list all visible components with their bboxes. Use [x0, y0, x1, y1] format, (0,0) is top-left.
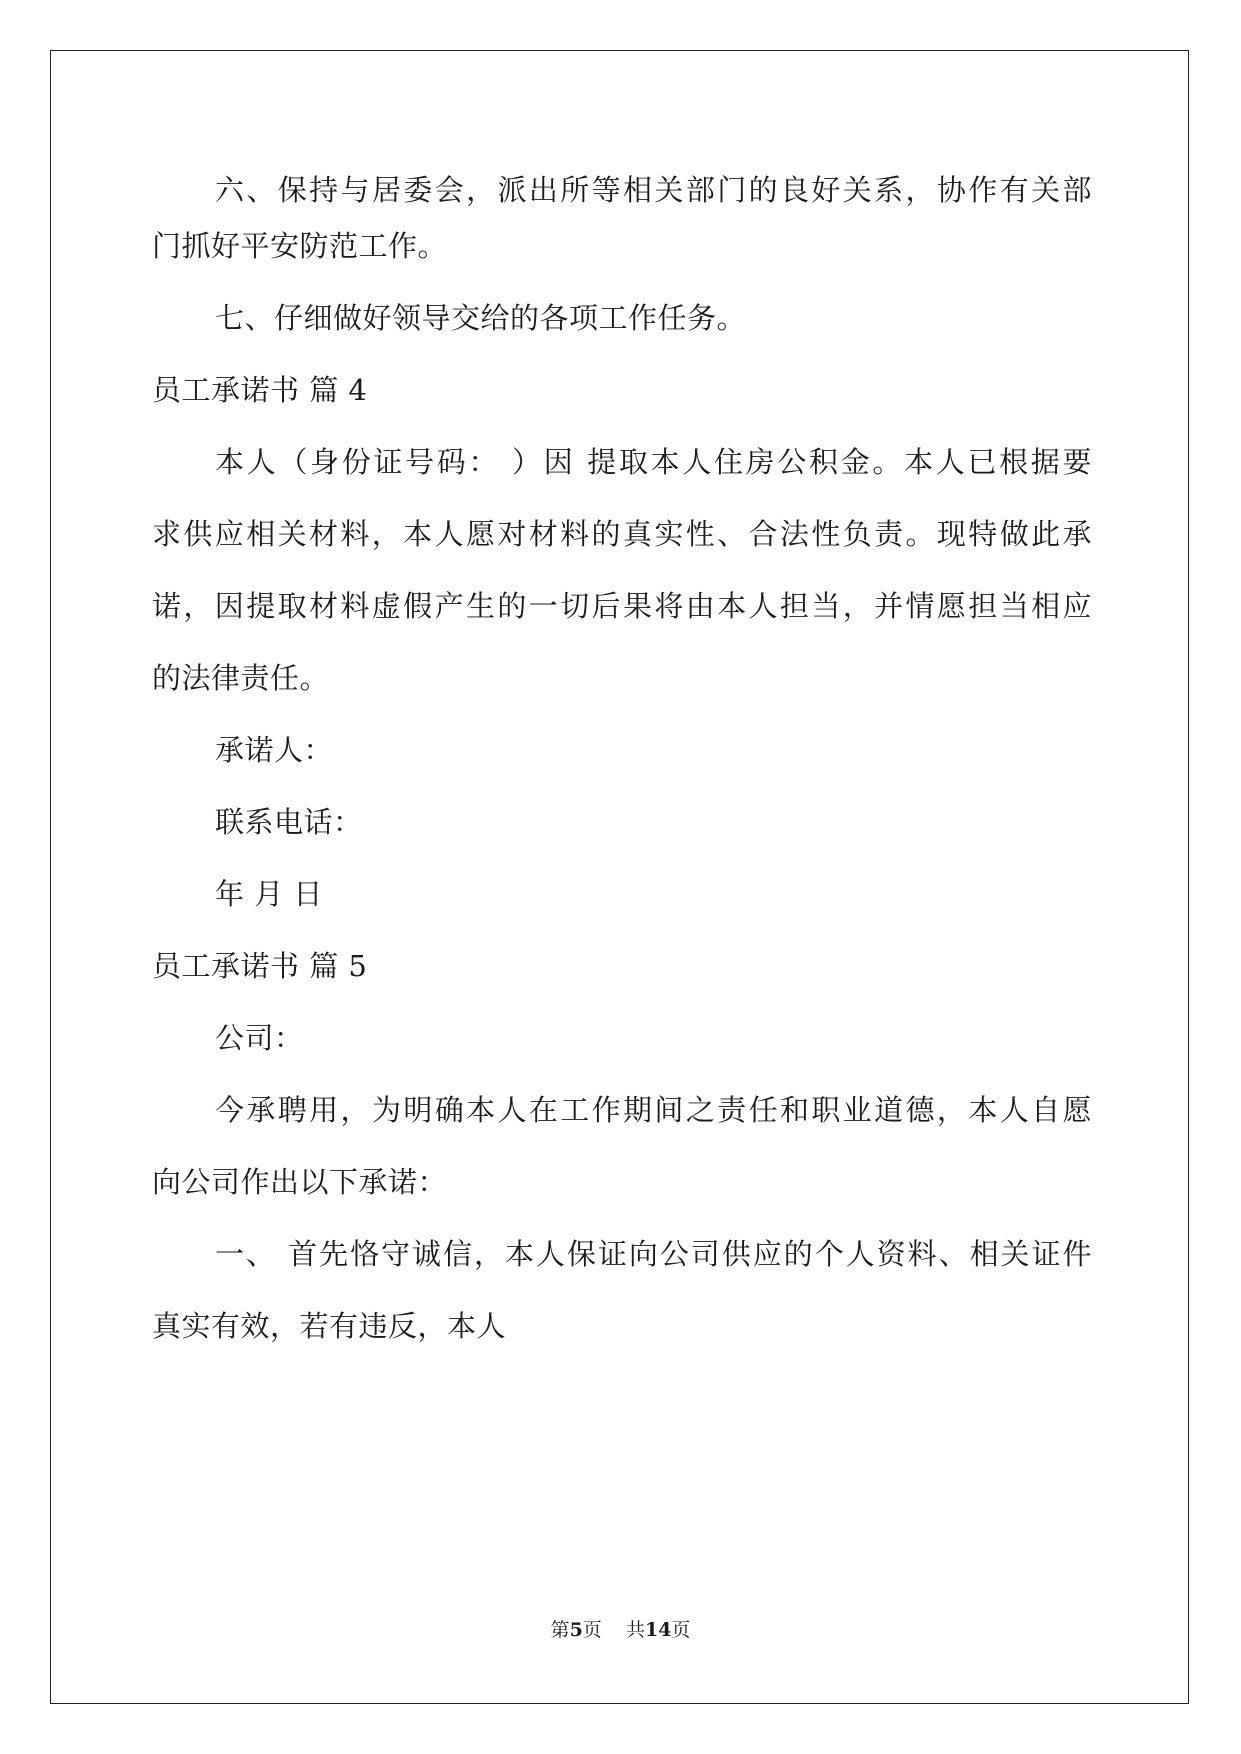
- footer-prefix: 第: [550, 1619, 570, 1641]
- paragraph-line: 七、仔细做好领导交给的各项工作任务。: [215, 301, 747, 335]
- footer-suffix: 页: [671, 1619, 691, 1641]
- paragraph-line: 求供应相关材料，本人愿对材料的真实性、合法性负责。现特做此承: [152, 517, 1092, 551]
- page-footer: [0, 1618, 1241, 1642]
- section-heading: 员工承诺书 篇 4: [152, 373, 368, 407]
- signer-label: 承诺人：: [215, 733, 334, 767]
- paragraph-line: 门抓好平安防范工作。: [152, 229, 448, 263]
- paragraph-line: 诺，因提取材料虚假产生的一切后果将由本人担当，并情愿担当相应: [152, 589, 1092, 623]
- footer-mid: 页 共: [582, 1619, 645, 1641]
- section-heading: 员工承诺书 篇 5: [152, 949, 368, 983]
- paragraph-line: 六、保持与居委会，派出所等相关部门的良好关系，协作有关部: [215, 173, 1092, 207]
- salutation: 公司：: [215, 1021, 304, 1055]
- paragraph-line: 真实有效，若有违反，本人: [152, 1309, 507, 1343]
- phone-label: 联系电话：: [215, 805, 363, 839]
- paragraph-line: 向公司作出以下承诺：: [152, 1165, 448, 1199]
- date-label: 年 月 日: [215, 877, 323, 911]
- paragraph-line: 今承聘用，为明确本人在工作期间之责任和职业道德，本人自愿: [215, 1093, 1092, 1127]
- footer-total-pages: 14: [644, 1619, 672, 1641]
- paragraph-line: 本人（身份证号码： ）因 提取本人住房公积金。本人已根据要: [215, 445, 1092, 479]
- paragraph-line: 的法律责任。: [152, 661, 330, 695]
- paragraph-line: 一、 首先恪守诚信，本人保证向公司供应的个人资料、相关证件: [215, 1237, 1092, 1271]
- footer-page-number: 5: [569, 1619, 583, 1641]
